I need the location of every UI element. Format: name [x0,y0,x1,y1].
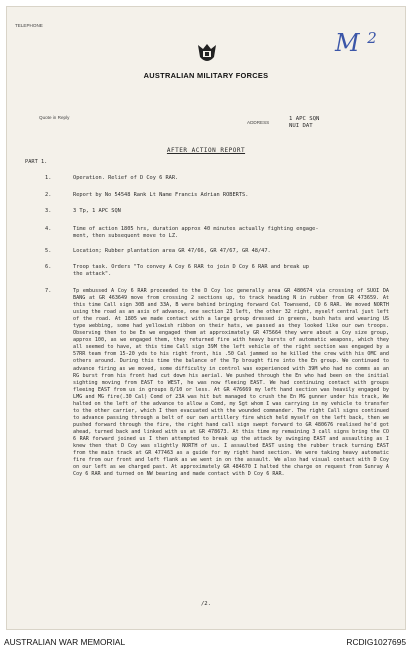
footer-record-id: RCDIG1027695 [346,637,406,647]
item-number: 1. [45,175,52,181]
handwritten-reference: M $^2$ [335,29,377,57]
page-continuation-mark: /2. [200,601,212,607]
item-number: 7. [45,288,52,294]
item-number: 3. [45,208,52,214]
item-text-continued: the attack". [73,271,112,277]
telephone-label: TELEPHONE [15,23,43,28]
item-text-continued: ment, then subsequent move to LZ. [73,233,179,239]
item-number: 6. [45,264,52,270]
item-number: 2. [45,192,52,198]
footer-archive-name: AUSTRALIAN WAR MEMORIAL [4,637,126,647]
item-text: Operation. Relief of D Coy 6 RAR. [73,175,179,181]
organisation-heading: AUSTRALIAN MILITARY FORCES [143,71,269,80]
address-line-1: 1 APC SQN [289,116,320,122]
quote-label: Quote in Reply [39,115,70,120]
item-text: 3 Tp, 1 APC SQN [73,208,121,214]
coat-of-arms-icon [194,43,220,65]
part-heading: PART 1. [25,159,48,165]
narrative-paragraph: Tp embussed A Coy 6 RAR proceeded to the D Coy loc generally area GR 480674 via crossing of SUOI DA BANG at GR 463649 move from crossing 2 sections up, to track heading N in rubber from GR 473659. At this time Call sign 30B and 33A, B were behind bringing forward Col Townsend, CO 6 RAR. We moved NORTH using the road as an axis of advance, one section 23 left, the other 32 right, myself central just left of the road. At 1805 we made contact with a large group dressed in greens, bush hats and wearing US type webbing, some had yellowish ribbon on their hats, we passed as they looked like our own troops. Observing then to be En we engaged them at approximately GR 475664 they were about a Coy size group, approx 100, as we engaged them, they returned fire with heavy bursts of automatic weapons, which they all seemed to have, at this time Call sign 39M the left vehicle of the right section was engaged by a 57RR team from 15-20 yds to his right front, his .50 Cal jammed so he killed the crew with his OMC and others around. During this time the balance of the Tp brought fire into the En group. We continued to advance firing as we moved, some difficulty in control was experienced with 39M who had no comms as an RG burst from his front had cut down his aerial. We pushed through the En who had been on the initial sighting moving from EAST to WEST, he was now fleeing EAST. We had continuing contact with groups fleeing EAST from us in groups 8/10 or less. At GR 476669 my left hand section was heavily engaged by LMG and MG fire(.30 Cal) Comd of 23A was hit but managed to crush the En MG gunner under his track, We halted on the left of the advance to allow a Comd, my Sgt whom I was carrying in my vehicle to transfer to the other carrier, which I then evacuated with the wounded commander. The right Call signs continued to advance passing through a belt of our own artillery fire which held myself on the left back, then we pushed forward through the fire, the right hand call sign swept forward to GR 480676 realised he'd got ahead, turned back and linked with us at GR 478673. At this time my remaining 3 call signs bring the CO 6 RAR forward joined us I then attempted to break up the attack by swinging EAST and assaulting as I knew then that D Coy was slightly NORTH of us. I assaulted EAST using the rubber track turning EAST from the main track at GR 477463 as a guide for my right hand section. We were taking heavy automatic fire from our front and left flank as we went in on the assault. We also had visual contact with D Coy on our left as we charged past. At approximately GR 484670 I halted the charge on request from Sunray A Coy 6 RAR and turned on NW bearing and made contact with D Coy 6 RAR. [73,288,389,478]
report-title: AFTER ACTION REPORT [166,147,246,154]
item-text: Time of action 1805 hrs, duration approx 40 minutes actually fighting engage- [73,226,319,232]
item-number: 4. [45,226,52,232]
address-label: ADDRESS [247,120,270,125]
item-text: Report by No 54548 Rank Lt Name Francis Adrian ROBERTS. [73,192,249,198]
item-number: 5. [45,248,52,254]
item-text: Troop task. Orders "To convey A Coy 6 RAR to join D Coy 6 RAR and break up [73,264,309,270]
document-page [6,6,406,630]
address-line-2: NUI DAT [289,123,313,129]
item-text: Location; Rubber plantation area GR 47/66, GR 47/67, GR 48/47. [73,248,271,254]
